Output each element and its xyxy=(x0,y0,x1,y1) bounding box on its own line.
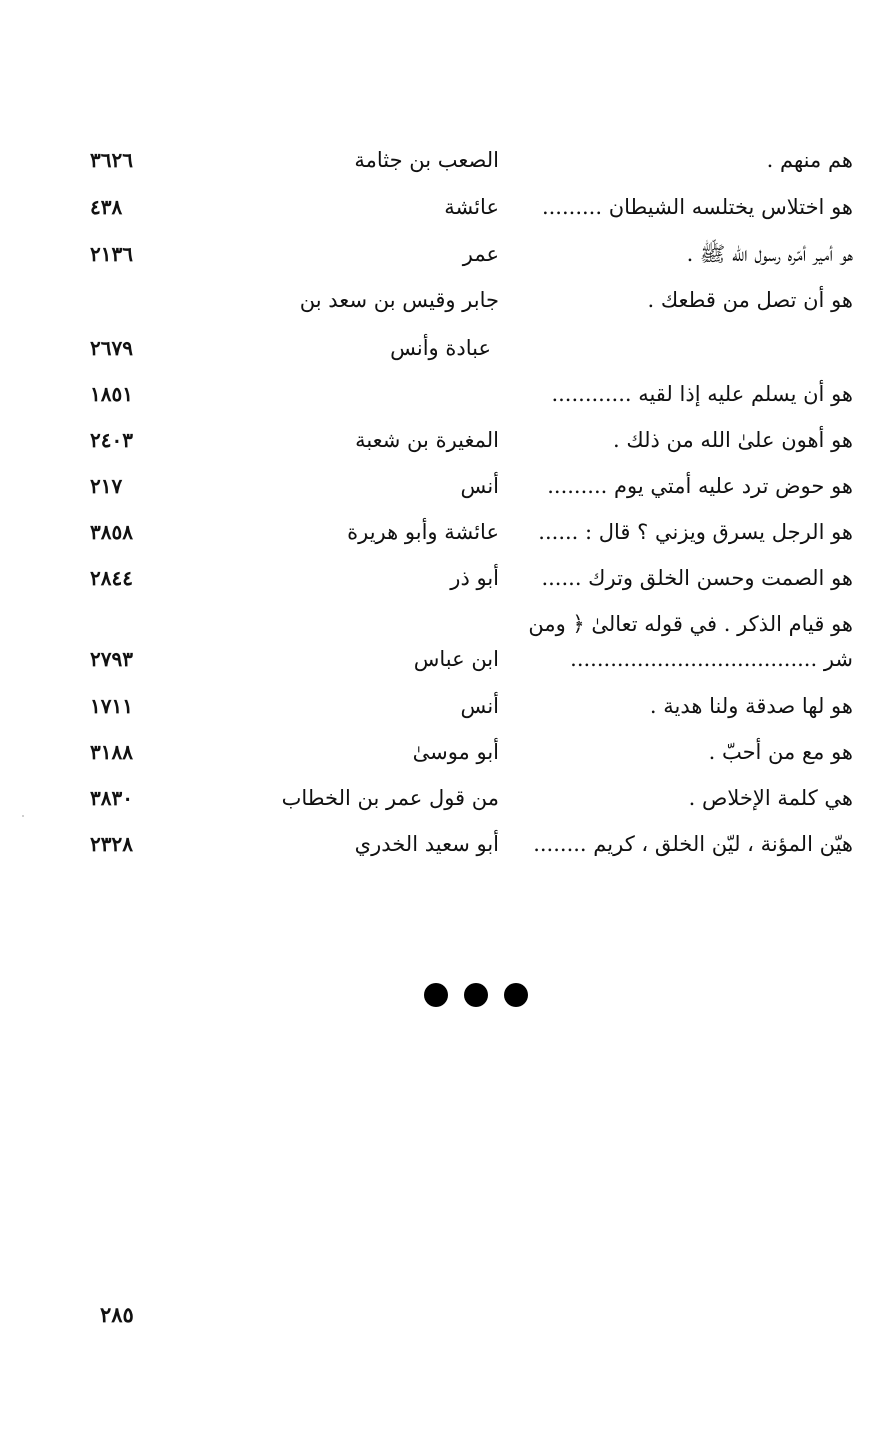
ornament-dot xyxy=(464,983,488,1007)
narrator: المغيرة بن شعبة xyxy=(355,428,499,452)
hadith-text: هم منهم . xyxy=(766,148,853,172)
narrator: عمر xyxy=(462,242,499,266)
index-row xyxy=(0,146,891,186)
hadith-number: ٢١٣٦ xyxy=(90,242,133,266)
hadith-number: ٢٣٢٨ xyxy=(90,832,133,856)
hadith-text: هو الصمت وحسن الخلق وترك ...... xyxy=(541,566,853,590)
hadith-number: ٣٨٥٨ xyxy=(90,520,133,544)
index-row xyxy=(0,240,891,280)
narrator: الصعب بن جثامة xyxy=(354,148,499,172)
narrator: ابن عباس xyxy=(413,647,499,671)
narrator: أنس xyxy=(460,694,499,718)
narrator: عائشة وأبو هريرة xyxy=(347,520,499,544)
section-end-ornament xyxy=(424,983,529,1009)
index-row xyxy=(0,426,891,466)
index-row xyxy=(0,334,891,374)
hadith-text: هو أن تصل من قطعك . xyxy=(647,288,853,312)
hadith-number: ٣٨٣٠ xyxy=(90,786,133,810)
index-row xyxy=(0,830,891,870)
index-row xyxy=(0,645,891,685)
narrator: عائشة xyxy=(444,195,499,219)
ornament-dot xyxy=(504,983,528,1007)
narrator: من قول عمر بن الخطاب xyxy=(281,786,499,810)
narrator: أبو ذر xyxy=(450,566,499,590)
hadith-text: هو أمير أمّره رسول الله ﷺ . xyxy=(686,242,853,266)
hadith-number: ٢١٧ xyxy=(90,474,123,498)
hadith-number: ٢٤٠٣ xyxy=(90,428,133,452)
hadith-number: ٢٨٤٤ xyxy=(90,566,133,590)
index-row xyxy=(0,286,891,326)
index-row xyxy=(0,784,891,824)
hadith-text: هو أن يسلم عليه إذا لقيه ............ xyxy=(551,382,853,406)
hadith-text: هو قيام الذكر . في قوله تعالىٰ ﴿ ومن xyxy=(528,612,853,636)
hadith-text: هو أهون علىٰ الله من ذلك . xyxy=(613,428,853,452)
index-row xyxy=(0,610,891,650)
hadith-number: ٤٣٨ xyxy=(90,195,123,219)
hadith-text: شر ..................................... xyxy=(570,647,853,671)
hadith-text: هي كلمة الإخلاص . xyxy=(688,786,853,810)
hadith-text: هو مع من أحبّ . xyxy=(708,740,853,764)
hadith-number: ٣٦٢٦ xyxy=(90,148,133,172)
hadith-number: ١٧١١ xyxy=(90,694,133,718)
hadith-text: هو الرجل يسرق ويزني ؟ قال : ...... xyxy=(538,520,853,544)
hadith-text: هيّن المؤنة ، ليّن الخلق ، كريم ........ xyxy=(533,832,853,856)
hadith-number: ٢٧٩٣ xyxy=(90,647,133,671)
hadith-number: ١٨٥١ xyxy=(90,382,133,406)
narrator: عبادة وأنس xyxy=(390,336,491,360)
hadith-number: ٢٦٧٩ xyxy=(90,336,133,360)
narrator: أنس xyxy=(460,474,499,498)
hadith-number: ٣١٨٨ xyxy=(90,740,133,764)
hadith-text: هو لها صدقة ولنا هدية . xyxy=(649,694,853,718)
narrator: أبو سعيد الخدري xyxy=(354,832,499,856)
index-row xyxy=(0,518,891,558)
page-number: ٢٨٥ xyxy=(100,1302,134,1327)
index-row xyxy=(0,472,891,512)
narrator: أبو موسىٰ xyxy=(412,740,499,764)
hadith-text: هو اختلاس يختلسه الشيطان ......... xyxy=(541,195,853,219)
narrator: جابر وقيس بن سعد بن xyxy=(299,288,499,312)
index-row xyxy=(0,193,891,233)
ornament-dot xyxy=(424,983,448,1007)
index-row xyxy=(0,692,891,732)
hadith-text: هو حوض ترد عليه أمتي يوم ......... xyxy=(547,474,853,498)
index-row xyxy=(0,738,891,778)
index-row xyxy=(0,564,891,604)
index-row xyxy=(0,380,891,420)
